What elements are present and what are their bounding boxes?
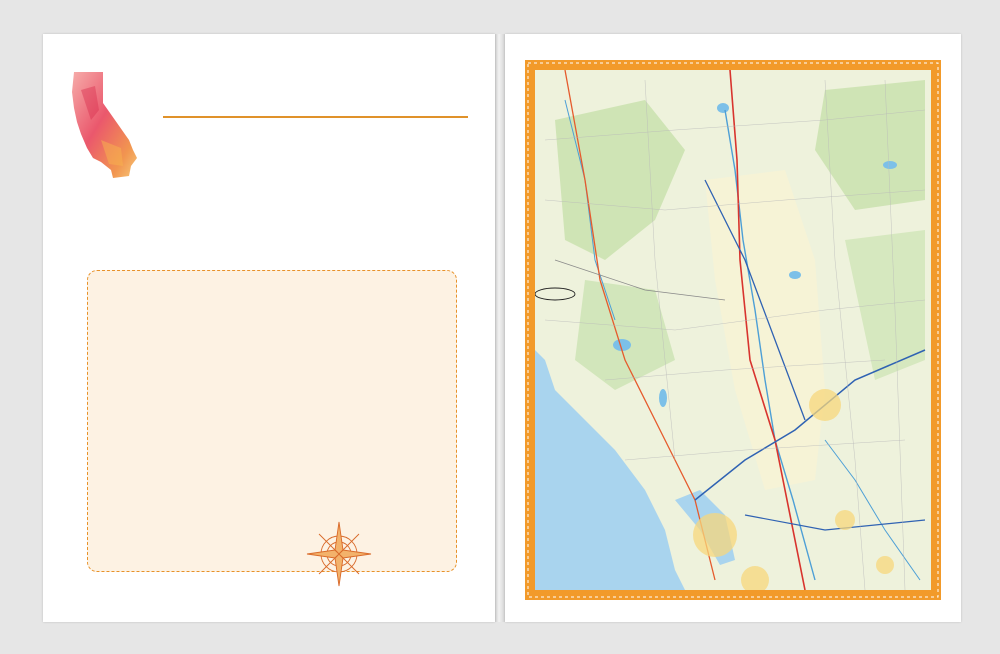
shasta-lake [717, 103, 729, 113]
lake-oroville [789, 271, 801, 279]
compass-rose-icon [297, 508, 381, 600]
lake-almanor [883, 161, 897, 169]
san-jose-urban [741, 566, 769, 594]
page-gutter [495, 34, 505, 622]
title-divider [163, 116, 468, 118]
california-map[interactable] [525, 60, 941, 600]
right-page [505, 34, 961, 622]
lake-berryessa [659, 389, 667, 407]
sacramento-urban [809, 389, 841, 421]
modesto-urban [876, 556, 894, 574]
challenge-list-box [87, 270, 457, 572]
stockton-urban [835, 510, 855, 530]
bay-area-urban [693, 513, 737, 557]
left-page [43, 34, 495, 622]
california-watercolor-icon [71, 70, 145, 182]
